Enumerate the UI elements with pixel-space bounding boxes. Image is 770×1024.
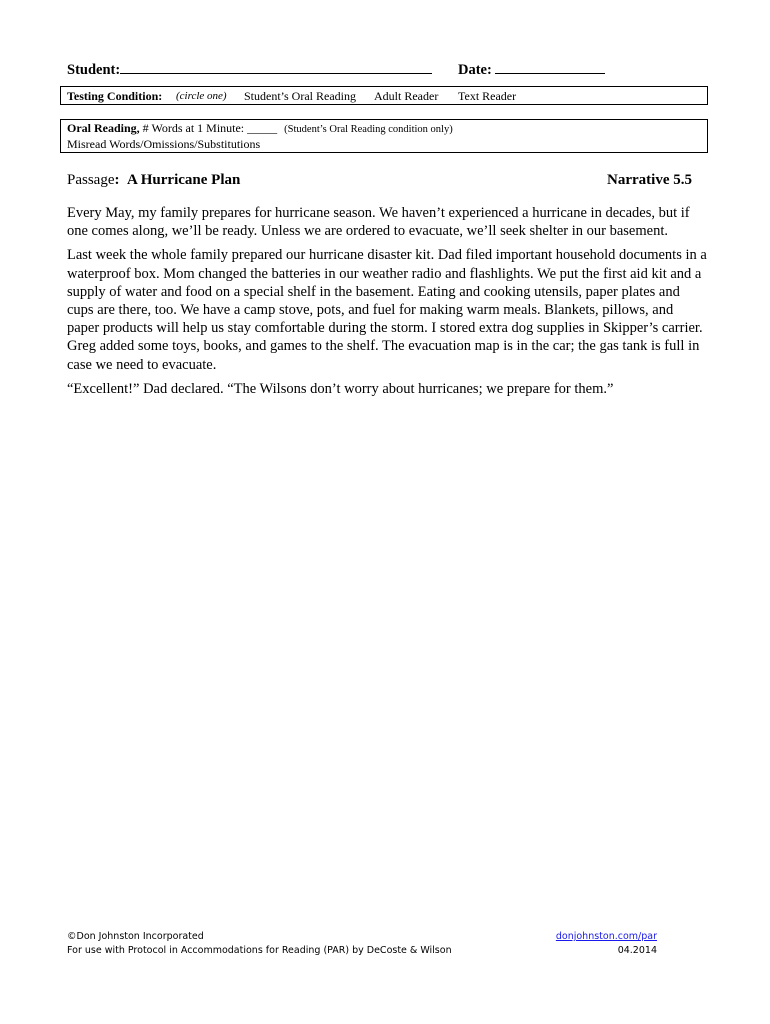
student-label: Student: — [67, 62, 121, 78]
footer-copyright: ©Don Johnston Incorporated — [67, 931, 204, 942]
oral-reading-box — [60, 119, 708, 153]
footer-link[interactable]: donjohnston.com/par — [555, 931, 657, 942]
testing-condition-box — [60, 86, 708, 105]
oral-reading-line — [61, 121, 707, 137]
option-adult-reader[interactable]: Adult Reader — [374, 89, 439, 103]
passage-body — [67, 204, 707, 404]
footer-date: 04.2014 — [617, 945, 657, 956]
passage-paragraph: “Excellent!” Dad declared. “The Wilsons don’t worry about hurricanes; we prepare for them.” — [67, 380, 614, 397]
testing-condition-label: Testing Condition: — [67, 89, 163, 103]
date-blank[interactable] — [495, 58, 605, 74]
misread-words-label: Misread Words/Omissions/Substitutions — [67, 137, 261, 151]
option-text-reader[interactable]: Text Reader — [458, 89, 517, 103]
date-label: Date: — [458, 62, 492, 78]
oral-reading-label: Oral Reading, — [67, 121, 140, 135]
student-field — [67, 58, 432, 79]
testing-condition-hint: (circle one) — [176, 90, 227, 102]
oral-reading-note: (Student’s Oral Reading condition only) — [284, 124, 453, 135]
date-field — [458, 58, 605, 79]
student-blank[interactable] — [120, 58, 432, 74]
passage-paragraph: Last week the whole family prepared our hurricane disaster kit. Dad filed important household documents in a waterproof box. Mom changed the batteries in our weather radio and flashlights. We put the first aid kit and a supply of water and food on a special shelf in the basement. Eating and cooking utensils, paper plates and cups are there, too. We have a camp stove, pots, and fuel for making warm meals. Blankets, pillows, and paper products will help us stay comfortable during the storm. I stored extra dog supplies in Skipper’s carrier. Greg added some toys, books, and games to the shelf. The evacuation map is in the car; the gas tank is full in case we need to evacuate. — [67, 247, 707, 373]
words-per-minute-label: # Words at 1 Minute: — [142, 121, 245, 135]
passage-paragraph: Every May, my family prepares for hurricane season. We haven’t experienced a hurricane in decades, but if one comes along, we’ll be ready. Unless we are ordered to evacuate, we’ll seek shelter in our basement. — [67, 205, 690, 240]
passage-label: Passage — [67, 172, 115, 188]
passage-level: Narrative 5.5 — [607, 172, 692, 188]
footer-protocol: For use with Protocol in Accommodations for Reading (PAR) by DeCoste & Wilson — [67, 945, 452, 956]
words-per-minute-blank[interactable]: _____ — [247, 121, 278, 135]
passage-heading: Passage: A Hurricane Plan — [67, 172, 241, 188]
option-students-oral-reading[interactable]: Student’s Oral Reading — [244, 89, 356, 103]
passage-title: A Hurricane Plan — [127, 172, 241, 188]
footer-left — [67, 930, 452, 958]
footer-right — [500, 930, 657, 958]
